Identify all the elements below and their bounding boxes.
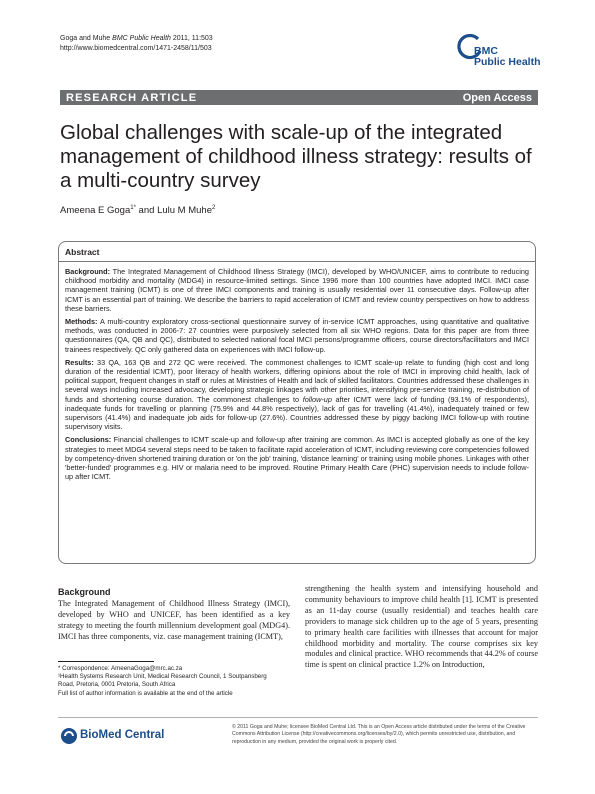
abstract-background-label: Background: bbox=[65, 267, 110, 276]
header-authors: Goga and Muhe bbox=[60, 35, 111, 42]
abstract-methods-label: Methods: bbox=[65, 317, 98, 327]
author-and: and bbox=[135, 205, 158, 217]
author-list bbox=[60, 205, 215, 216]
journal-logo bbox=[456, 34, 556, 74]
publisher-name: BioMed Central bbox=[80, 729, 165, 741]
running-header bbox=[60, 34, 213, 43]
author-info-note: Full list of author information is available at the end of the article bbox=[58, 689, 233, 697]
footnotes bbox=[58, 665, 290, 698]
abstract-body bbox=[65, 267, 529, 485]
background-heading: Background bbox=[58, 587, 111, 597]
affiliation-line-1: ¹Health Systems Research Unit, Medical Research Council, 1 Soutpansberg bbox=[58, 673, 267, 681]
abstract-results-text-2: after ICMT were lack of funding (93.1% of respondents), inadequate funds for travelling or planning (75.9% and 44.8% respectively), lack of gas for travelling (41.4%), inadequately trained or few supervisors (41.4%) and inadequate job aids for follow-up (27.6%). Countries addressed these by piggy backing IMCI follow-up with routine supervisory visits. bbox=[65, 394, 529, 432]
biomed-central-icon bbox=[60, 727, 78, 745]
header-citation: 2011, 11:503 bbox=[172, 35, 213, 42]
abstract-background-text: The Integrated Management of Childhood Illness Strategy (IMCI), developed by WHO/UNICEF, aims to contribute to reducing childhood morbidity and mortality (MDG4) in resource-limited settings. Since 1996 more than 100 countries have adopted IMCI. IMCI case management training (ICMT) is one of three IMCI components and training is usually residential over 11 consecutive days. Follow-up after ICMT is an essential part of training. We describe the barriers to rapid acceleration of ICMT and review country perspectives on how to address these barriers. bbox=[65, 267, 529, 313]
open-access-label: Open Access bbox=[462, 92, 532, 104]
logo-line-2: Public Health bbox=[474, 56, 541, 68]
header-url[interactable]: http://www.biomedcentral.com/1471-2458/11/503 bbox=[60, 45, 212, 52]
author-2-sup: 2 bbox=[211, 205, 216, 211]
abstract-results-text-1: 33 QA, 163 QB and 272 QC were received. The commonest challenges to ICMT scale-up relate to funding (high cost and long duration of the residential ICMT), poor literacy of health workers, differing opinions about the role of IMCI in improving child health, lack of political support, frequent changes in staff or rules at Ministries of Health and lack of skilled facilitators. Countries addressed these challenges in several ways including increased advocacy, developing strategic linkages with other priorities, intensifying pre-service training, re-distribution of funds and shortening course duration. The commonest challenges to bbox=[65, 357, 529, 404]
article-type: RESEARCH ARTICLE bbox=[66, 92, 198, 104]
abstract-results-italic: follow-up bbox=[302, 394, 332, 404]
abstract-conclusions-label: Conclusions: bbox=[65, 435, 112, 445]
right-column-paragraph: strengthening the health system and intensifying household and community behaviours to improve child health [1]. ICMT is presented as an 11-day course (usually residential) and teaches health care providers to manage sick children up to the age of 5 years, presenting to primary health care facilities with illnesses that account for major childhood morbidity and mortality. The course comprises six key modules and clinical practice. WHO recommends that 44.2% of course time is spent on clinical practice 1.2% on Introduction, bbox=[305, 584, 538, 670]
abstract-background bbox=[65, 267, 529, 313]
abstract-heading: Abstract bbox=[65, 247, 100, 257]
abstract-box bbox=[58, 241, 536, 564]
header-journal: BMC Public Health bbox=[112, 35, 171, 42]
abstract-conclusions bbox=[65, 435, 529, 481]
footnote-divider bbox=[58, 661, 154, 662]
abstract-methods bbox=[65, 317, 529, 354]
body-right-column bbox=[305, 584, 538, 671]
body-left-column bbox=[58, 587, 290, 643]
copyright-notice: © 2011 Goga and Muhe; licensee BioMed Central Ltd. This is an Open Access article distributed under the terms of the Creative Commons Attribution License (http://creativecommons.org/licenses/by/2.0), which permits unrestricted use, distribution, and reproduction in any medium, provided the original work is properly cited. bbox=[232, 724, 526, 745]
author-1-sup: 1* bbox=[130, 205, 136, 211]
abstract-results-label: Results: bbox=[65, 357, 94, 367]
background-paragraph: The Integrated Management of Childhood Illness Strategy (IMCI), developed by WHO and UNICEF, has been identified as a key strategy to meeting the fourth millennium development goal (MDG4). IMCI has three components, viz. case management training (ICMT), bbox=[58, 598, 290, 641]
logo-text bbox=[474, 46, 541, 68]
footer-divider bbox=[58, 717, 538, 718]
abstract-divider bbox=[59, 261, 535, 262]
correspondence-note: * Correspondence: AmeenaGoga@mrc.ac.za bbox=[58, 665, 183, 672]
section-bar bbox=[60, 90, 538, 105]
affiliation-line-2: Road, Pretoria, 0001 Pretoria, South Africa bbox=[58, 681, 176, 689]
abstract-results bbox=[65, 358, 529, 432]
author-2: Lulu M Muhe bbox=[157, 205, 212, 217]
author-1: Ameena E Goga bbox=[60, 205, 131, 217]
publisher-logo bbox=[60, 726, 180, 748]
article-title: Global challenges with scale-up of the integrated management of childhood illness strategy: results of a multi-country survey bbox=[60, 121, 532, 192]
abstract-methods-text: A multi-country exploratory cross-sectional questionnaire survey of in-service ICMT approaches, using quantitative and qualitative methods, was conducted in 2006-7: 27 countries were purposively selected from all six WHO regions. Data for this paper are from three questionnaires (QA, QB and QC), distributed to selected national focal IMCI persons/programme officers, course directors/facilitators and IMCI trainees respectively. QC only gathered data on experiences with IMCI follow-up. bbox=[65, 317, 530, 354]
logo-line-1: BMC bbox=[474, 45, 498, 57]
abstract-conclusions-text: Financial challenges to ICMT scale-up and follow-up after training are common. As IMCI is accepted globally as one of the key strategies to meet MDG4 several steps need to be taken to facilitate rapid acceleration of ICMT, including reviewing core competencies followed by competency-driven shortened training duration or 'on the job' training, 'distance learning' or training using mobile phones. Linkages with other 'better-funded' programmes e.g. HIV or malaria need to be improved. Routine Primary Health Care (PHC) supervision needs to include follow-up after ICMT. bbox=[65, 435, 530, 482]
